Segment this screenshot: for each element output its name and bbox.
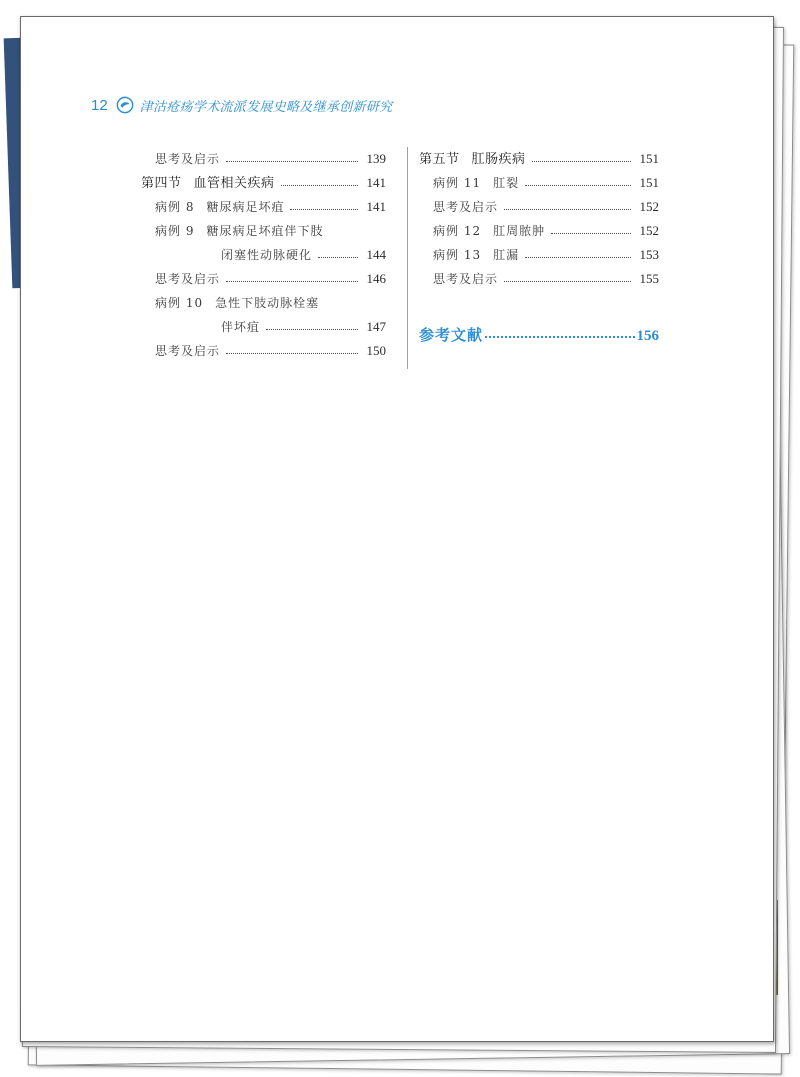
page-header (91, 95, 392, 115)
dot-leader (290, 209, 358, 210)
toc-case-title: 急性下肢动脉栓塞 (215, 296, 320, 310)
dot-leader (551, 233, 631, 234)
toc-page-number: 147 (366, 319, 386, 334)
toc-page-number: 151 (639, 151, 659, 166)
toc-entry[interactable] (141, 335, 386, 359)
dot-leader (504, 209, 631, 210)
toc-entry[interactable] (141, 143, 386, 167)
toc-left-column (141, 143, 386, 359)
toc-section-entry[interactable] (419, 143, 659, 167)
toc-case-title: 肛周脓肿 (493, 224, 546, 238)
toc-case-title-continued: 闭塞性动脉硬化 (221, 248, 313, 262)
toc-page-number: 155 (639, 271, 659, 286)
book-title: 津沽疮疡学术流派发展史略及继承创新研究 (139, 99, 393, 115)
toc-case-title-continued: 伴坏疽 (221, 320, 261, 334)
toc-page-number: 150 (366, 343, 386, 358)
toc-case-title: 肛裂 (493, 176, 520, 190)
toc-page-number: 141 (366, 175, 386, 190)
toc-case-entry[interactable] (419, 167, 659, 191)
toc-case-entry-continued[interactable] (141, 239, 386, 263)
toc-entry-label: 思考及启示 (155, 152, 221, 166)
column-divider (407, 147, 408, 369)
toc-page-number: 139 (366, 151, 386, 166)
dot-leader (226, 161, 358, 162)
dot-leader (525, 257, 631, 258)
toc-right-column (419, 143, 659, 345)
toc-case-entry[interactable] (141, 287, 386, 311)
toc-case-title: 肛漏 (493, 248, 520, 262)
dot-leader (318, 257, 358, 258)
dot-leader (281, 185, 358, 186)
dot-leader (504, 281, 631, 282)
dot-leader (532, 161, 631, 162)
toc-section-entry[interactable] (141, 167, 386, 191)
toc-section-number: 第四节 (141, 176, 182, 191)
dot-leader (266, 329, 358, 330)
toc-case-number: 病例 9 (155, 224, 195, 238)
toc-page-number: 146 (366, 271, 386, 286)
dot-leader (525, 185, 631, 186)
document-page (20, 16, 774, 1042)
toc-entry-label: 思考及启示 (433, 200, 499, 214)
toc-case-entry[interactable] (419, 215, 659, 239)
toc-case-title: 糖尿病足坏疽伴下肢 (206, 224, 324, 238)
toc-entry-label: 思考及启示 (155, 344, 221, 358)
toc-case-number: 病例 10 (155, 296, 204, 310)
toc-case-entry-continued[interactable] (141, 311, 386, 335)
toc-case-entry[interactable] (141, 191, 386, 215)
toc-page-number: 152 (639, 223, 659, 238)
toc-page-number: 156 (636, 328, 659, 344)
toc-case-number: 病例 8 (155, 200, 195, 214)
toc-page-number: 152 (639, 199, 659, 214)
page-number: 12 (91, 96, 108, 114)
toc-entry[interactable] (419, 191, 659, 215)
dot-leader (226, 353, 358, 354)
toc-entry-label: 思考及启示 (433, 272, 499, 286)
toc-section-title: 血管相关疾病 (193, 176, 275, 191)
toc-entry[interactable] (141, 263, 386, 287)
toc-case-title: 糖尿病足坏疽 (206, 200, 285, 214)
toc-section-title: 肛肠疾病 (471, 152, 526, 167)
leaf-logo-icon (116, 96, 134, 114)
toc-case-number: 病例 12 (433, 224, 482, 238)
toc-page-number: 144 (366, 247, 386, 262)
toc-entry-label: 思考及启示 (155, 272, 221, 286)
toc-page-number: 141 (366, 199, 386, 214)
references-label: 参考文献 (419, 326, 484, 344)
dot-leader (226, 281, 358, 282)
toc-page-number: 153 (639, 247, 659, 262)
toc-case-number: 病例 11 (433, 176, 482, 190)
toc-case-entry[interactable] (141, 215, 386, 239)
toc-section-number: 第五节 (419, 152, 460, 167)
toc-case-number: 病例 13 (433, 248, 482, 262)
toc-case-entry[interactable] (419, 239, 659, 263)
toc-page-number: 151 (639, 175, 659, 190)
dot-leader (485, 336, 634, 338)
toc-references-entry[interactable] (419, 317, 659, 345)
toc-entry[interactable] (419, 263, 659, 287)
